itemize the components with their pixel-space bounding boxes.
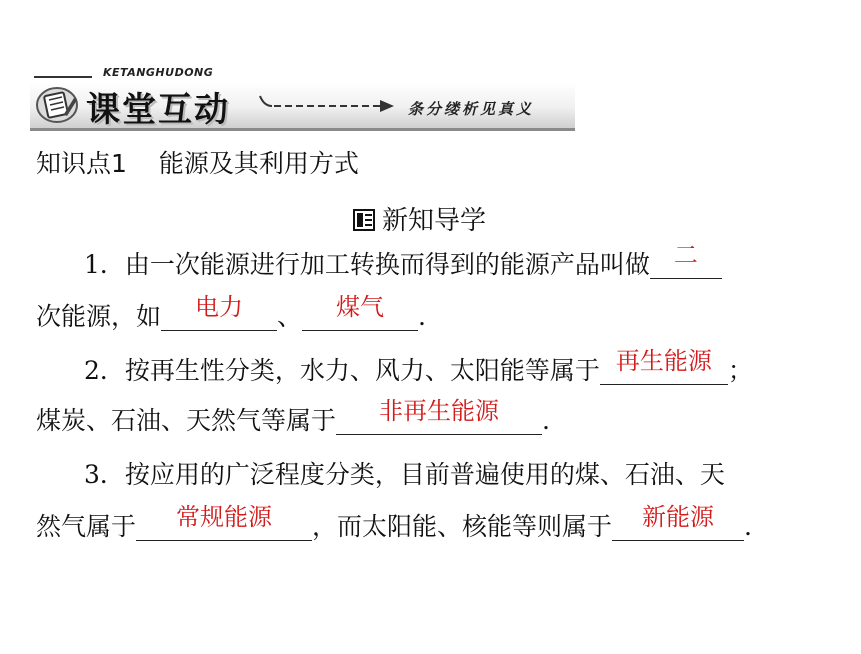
item-3-text: ，而太阳能、核能等则属于: [312, 512, 613, 541]
answer-blank: [136, 503, 312, 541]
period-text: .: [744, 512, 752, 541]
answer-blank: [161, 293, 277, 331]
answer-text: 常规能源: [176, 503, 273, 531]
period-text: .: [542, 406, 550, 435]
item-2-line-2: [36, 397, 550, 436]
separator-text: 、: [277, 302, 303, 331]
item-3-text: 然气属于: [36, 512, 137, 541]
notebook-emblem-icon: [34, 84, 80, 124]
answer-text: 电力: [195, 293, 244, 321]
semicolon-text: ；: [727, 356, 753, 385]
banner-subtitle: 条分缕析见真义: [408, 100, 535, 118]
section-heading-text: 新知导学: [382, 206, 487, 236]
knowledge-point-title: 能源及其利用方式: [158, 149, 359, 178]
knowledge-point-heading: [36, 144, 359, 180]
item-1-line-2: [36, 293, 426, 332]
knowledge-point-number: 知识点1: [36, 149, 127, 178]
period-text: .: [418, 302, 426, 331]
item-3-line-1: [84, 460, 725, 490]
item-3-line-2: [36, 503, 752, 542]
answer-blank: [650, 241, 722, 279]
item-2-line-1: [84, 347, 753, 386]
item-1-text: 1．由一次能源进行加工转换而得到的能源产品叫做: [84, 250, 650, 279]
answer-text: 煤气: [336, 293, 385, 321]
item-2-text: 2．按再生性分类，水力、风力、太阳能等属于: [84, 356, 600, 385]
section-heading: [352, 200, 486, 237]
book-icon: [352, 208, 376, 232]
answer-text: 新能源: [642, 503, 715, 531]
banner-pinyin: KETANGHUDONG: [103, 66, 214, 79]
answer-text: 非再生能源: [379, 397, 500, 425]
answer-blank: [302, 293, 418, 331]
answer-blank: [600, 347, 728, 385]
answer-blank: [612, 503, 744, 541]
answer-text: 二: [673, 241, 698, 269]
item-1-text: 次能源，如: [36, 302, 162, 331]
banner-title: 课堂互动: [86, 90, 230, 130]
item-3-text: 3．按应用的广泛程度分类，目前普遍使用的煤、石油、天: [84, 460, 725, 489]
item-2-text: 煤炭、石油、天然气等属于: [36, 406, 337, 435]
dashed-arrow-icon: [258, 92, 398, 114]
answer-blank: [336, 397, 542, 435]
banner-rule: [34, 76, 92, 78]
item-1-line-1: [84, 241, 722, 280]
answer-text: 再生能源: [615, 347, 712, 375]
